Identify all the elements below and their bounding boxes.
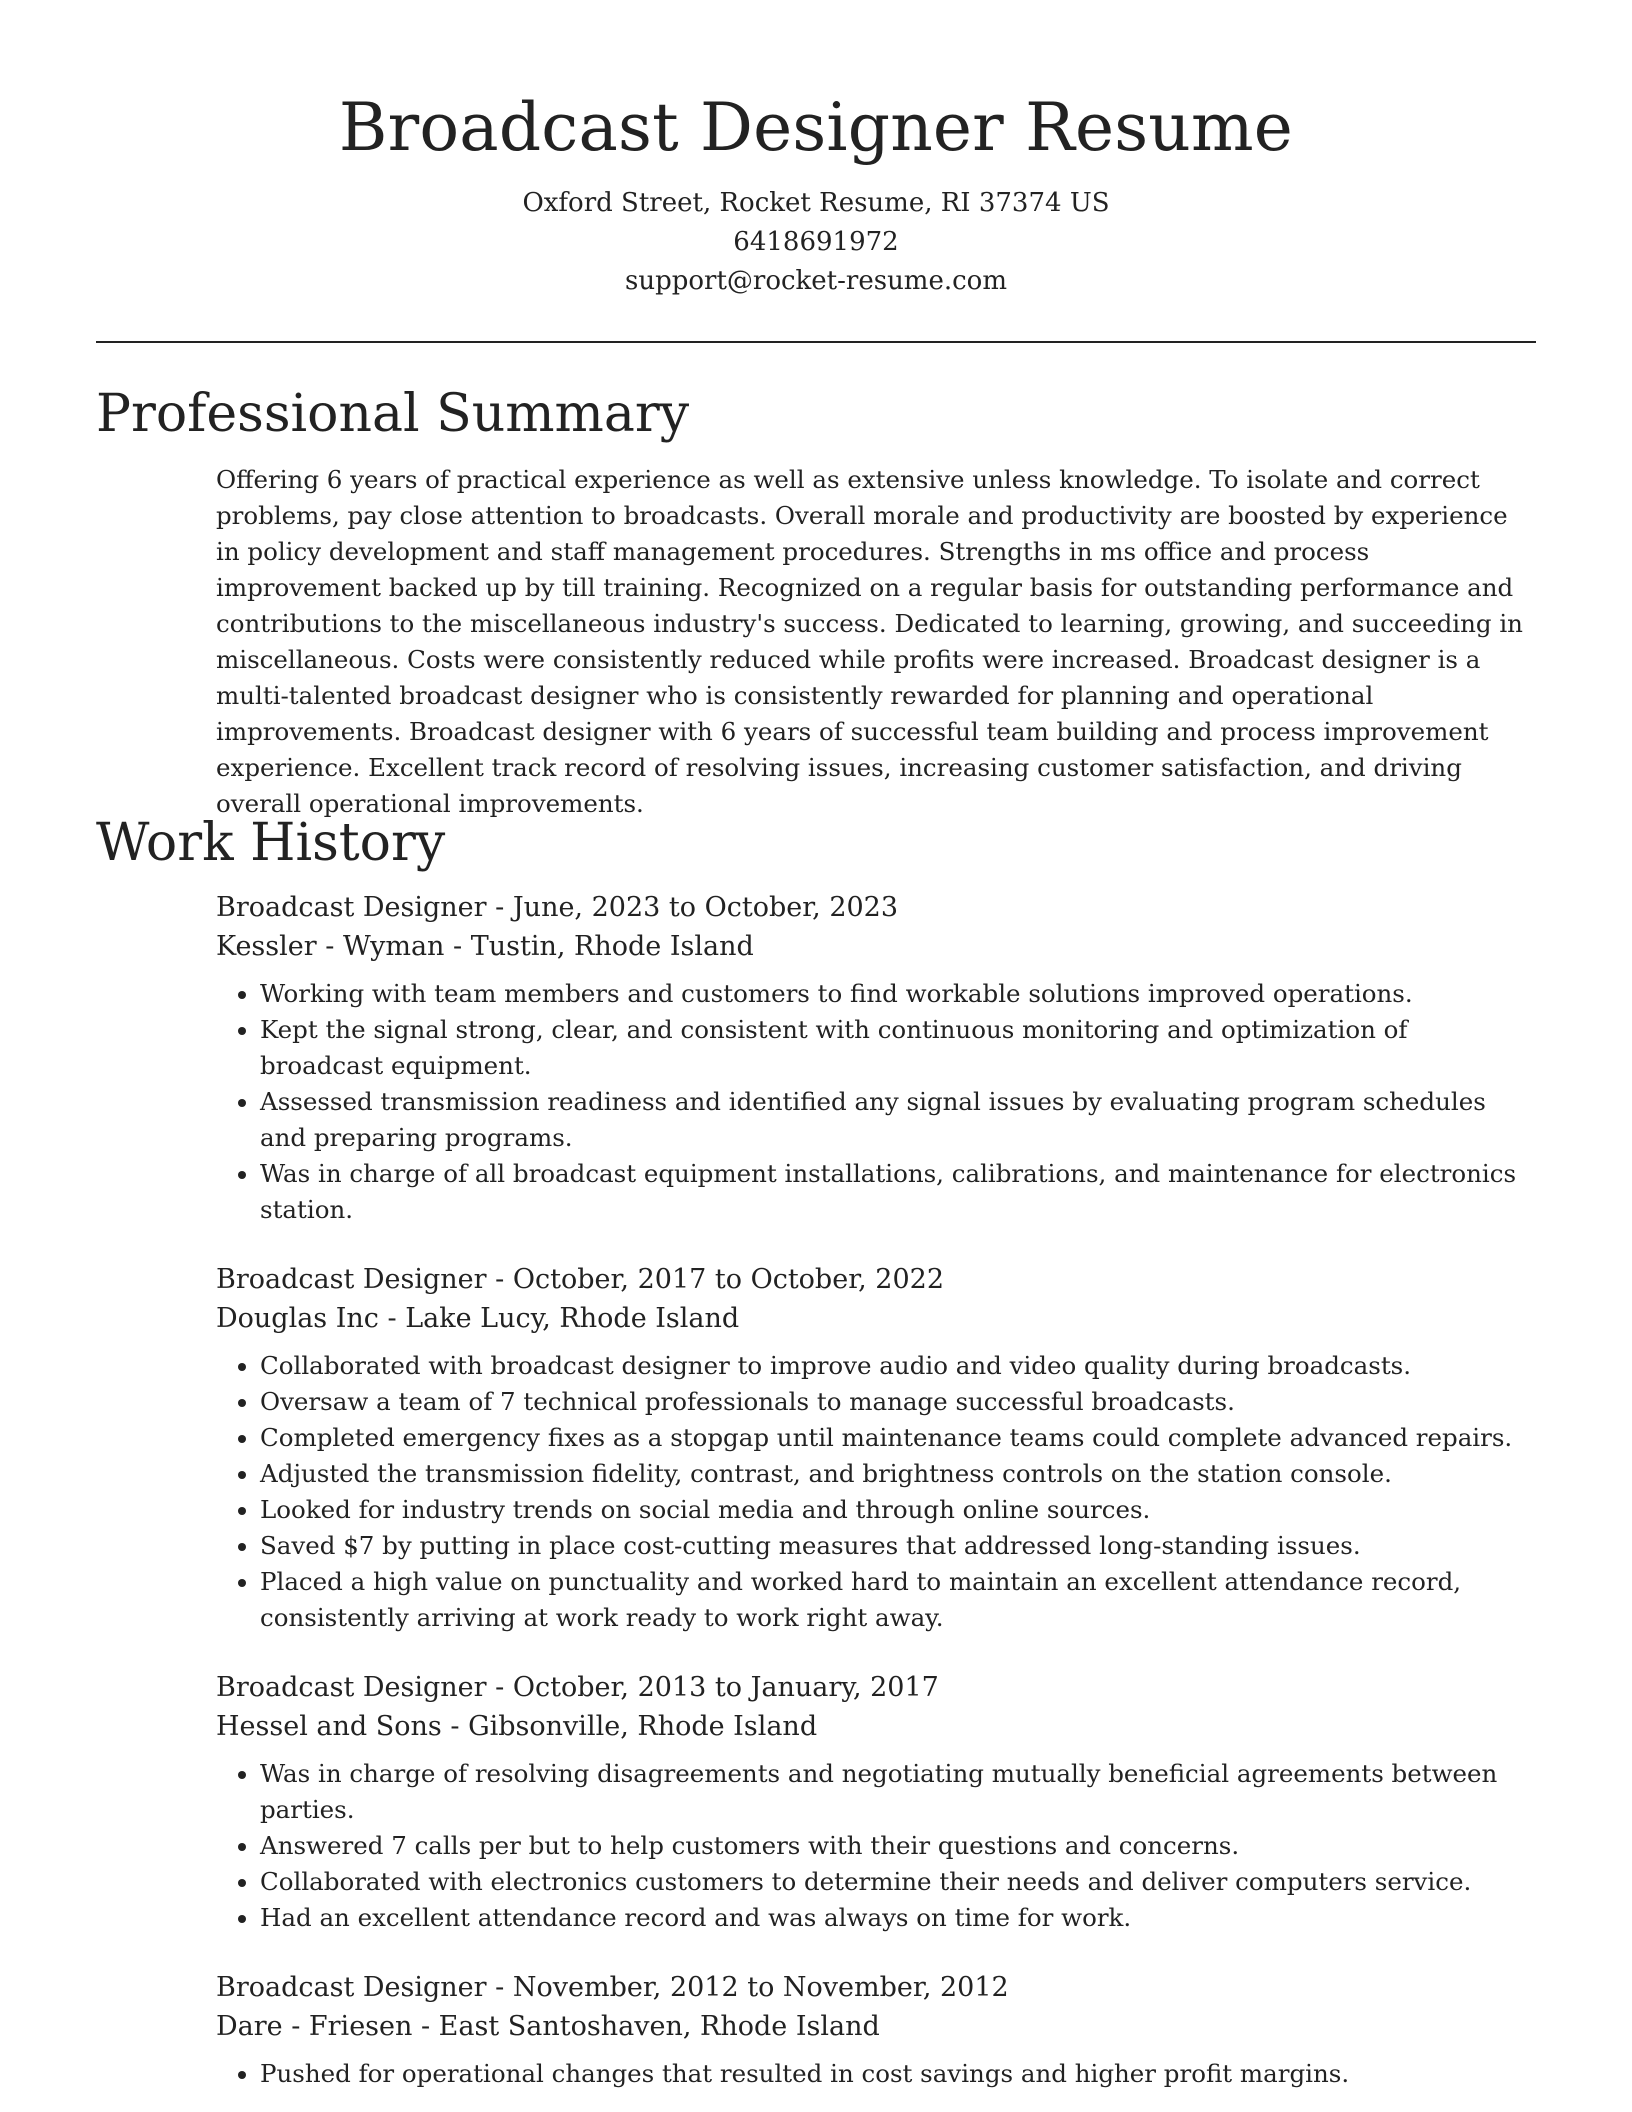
job-entry	[216, 888, 1536, 1228]
job-bullet: • Saved $7 by putting in place cost-cutting measures that addressed long-standing issues.	[260, 1528, 1536, 1564]
job-bullet: • Completed emergency fixes as a stopgap until maintenance teams could complete advanced repairs.	[260, 1420, 1536, 1456]
job-bullet: • Answered 7 calls per but to help customers with their questions and concerns.	[260, 1828, 1536, 1864]
job-bullet: • Working with team members and customers to find workable solutions improved operations.	[260, 976, 1536, 1012]
job-bullet: • Collaborated with electronics customers to determine their needs and deliver computers service.	[260, 1864, 1536, 1900]
summary-heading: Professional Summary	[96, 384, 690, 444]
job-bullets	[216, 2056, 1536, 2092]
job-title: Broadcast Designer - October, 2013 to January, 2017	[216, 1672, 939, 1703]
header-divider	[96, 341, 1536, 343]
job-bullet: • Oversaw a team of 7 technical professionals to manage successful broadcasts.	[260, 1384, 1536, 1420]
job-bullet: • Pushed for operational changes that resulted in cost savings and higher profit margins.	[260, 2056, 1536, 2092]
job-company: Dare - Friesen - East Santoshaven, Rhode Island	[216, 2011, 880, 2042]
job-bullet: • Looked for industry trends on social media and through online sources.	[260, 1492, 1536, 1528]
job-bullets	[216, 1756, 1536, 1936]
resume-title: Broadcast Designer Resume	[338, 89, 1294, 166]
job-title: Broadcast Designer - October, 2017 to October, 2022	[216, 1264, 945, 1295]
job-entry	[216, 1260, 1536, 1636]
resume-header	[0, 0, 1632, 301]
job-bullet: • Was in charge of all broadcast equipment installations, calibrations, and maintenance for electronics station.	[260, 1156, 1536, 1228]
job-bullet: • Kept the signal strong, clear, and consistent with continuous monitoring and optimization of broadcast equipment.	[260, 1012, 1536, 1084]
summary-text: Offering 6 years of practical experience as well as extensive unless knowledge. To isolate and correct problems, pay close attention to broadcasts. Overall morale and productivity are boosted by experience in policy development and staff management procedures. Strengths in ms office and process improvement backed up by till training. Recognized on a regular basis for outstanding performance and contributions to the miscellaneous industry's success. Dedicated to learning, growing, and succeeding in miscellaneous. Costs were consistently reduced while profits were increased. Broadcast designer is a multi-talented broadcast designer who is consistently rewarded for planning and operational improvements. Broadcast designer with 6 years of successful team building and process improvement experience. Excellent track record of resolving issues, increasing customer satisfaction, and driving overall operational improvements.	[216, 465, 1523, 818]
phone-text: 6418691972	[733, 227, 899, 257]
job-title: Broadcast Designer - June, 2023 to October, 2023	[216, 892, 899, 923]
job-entry	[216, 1668, 1536, 1936]
work-history-list	[216, 888, 1536, 2112]
job-bullet: • Adjusted the transmission fidelity, contrast, and brightness controls on the station console.	[260, 1456, 1536, 1492]
job-bullet: • Was in charge of resolving disagreements and negotiating mutually beneficial agreements between parties.	[260, 1756, 1536, 1828]
job-title: Broadcast Designer - November, 2012 to November, 2012	[216, 1972, 1009, 2003]
job-entry	[216, 1968, 1536, 2092]
job-bullets	[216, 1348, 1536, 1636]
job-bullet: • Had an excellent attendance record and was always on time for work.	[260, 1900, 1536, 1936]
address-text: Oxford Street, Rocket Resume, RI 37374 US	[522, 188, 1110, 218]
contact-info	[0, 184, 1632, 301]
job-company: Douglas Inc - Lake Lucy, Rhode Island	[216, 1303, 740, 1334]
job-company: Kessler - Wyman - Tustin, Rhode Island	[216, 931, 754, 962]
job-bullets	[216, 976, 1536, 1228]
work-history-heading: Work History	[96, 813, 446, 873]
job-bullet: • Assessed transmission readiness and identified any signal issues by evaluating program schedules and preparing programs.	[260, 1084, 1536, 1156]
job-company: Hessel and Sons - Gibsonville, Rhode Island	[216, 1711, 818, 1742]
email-text: support@rocket-resume.com	[624, 266, 1007, 296]
job-bullet: • Placed a high value on punctuality and worked hard to maintain an excellent attendance record, consistently arriving at work ready to work right away.	[260, 1564, 1536, 1636]
job-bullet: • Collaborated with broadcast designer to improve audio and video quality during broadcasts.	[260, 1348, 1536, 1384]
